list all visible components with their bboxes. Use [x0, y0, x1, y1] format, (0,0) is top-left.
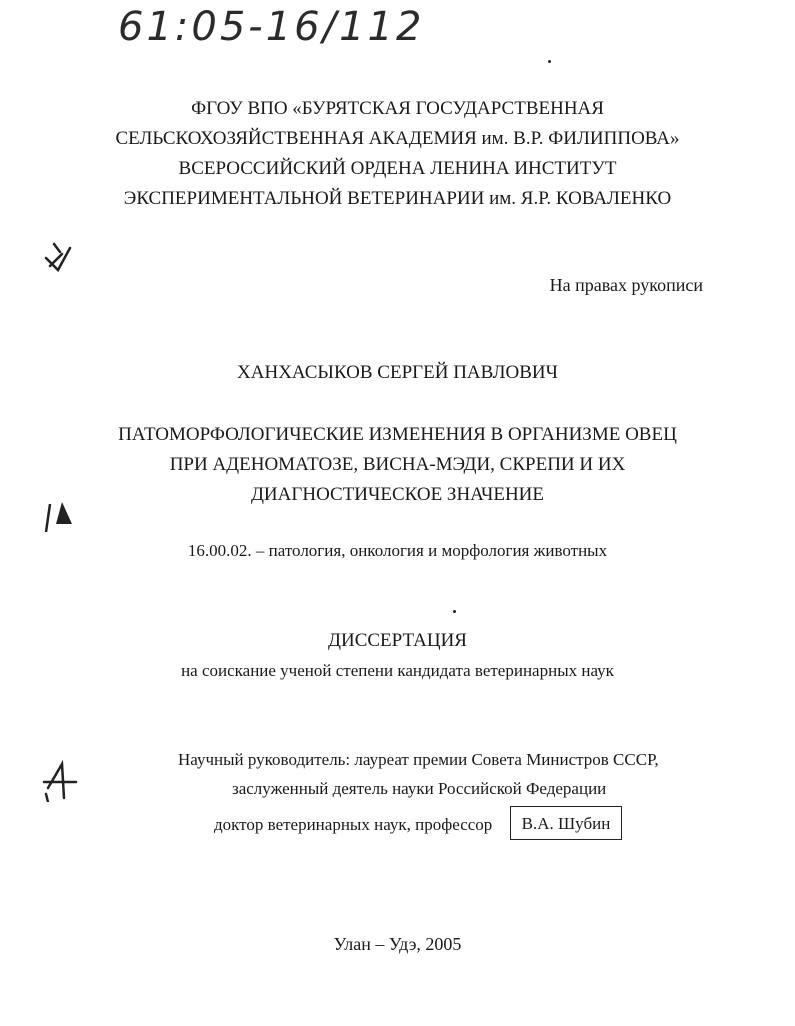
- supervisor-line-1: Научный руководитель: лауреат премии Совета Министров СССР,: [178, 750, 659, 769]
- title-line-1: ПАТОМОРФОЛОГИЧЕСКИЕ ИЗМЕНЕНИЯ В ОРГАНИЗМЕ ОВЕЦ: [118, 424, 677, 445]
- margin-mark-2-icon: [42, 498, 78, 538]
- margin-mark-3-icon: [40, 758, 80, 802]
- handwritten-archive-code: 61:05-16/112: [118, 4, 425, 50]
- author-name: ХАНХАСЫКОВ СЕРГЕЙ ПАВЛОВИЧ: [237, 362, 558, 383]
- scan-speck: [548, 60, 551, 63]
- city-year: Улан – Удэ, 2005: [333, 934, 462, 954]
- manuscript-note: На правах рукописи: [549, 275, 703, 295]
- institution-block: [0, 94, 795, 214]
- title-line-2: ПРИ АДЕНОМАТОЗЕ, ВИСНА-МЭДИ, СКРЕПИ И ИХ: [169, 454, 626, 475]
- dissertation-title: [0, 420, 795, 510]
- degree-line: на соискание ученой степени кандидата ветеринарных наук: [181, 661, 614, 680]
- margin-mark-1-icon: [40, 240, 76, 280]
- scan-speck: [453, 610, 456, 613]
- document-type: ДИССЕРТАЦИЯ: [328, 630, 467, 651]
- supervisor-line-3: доктор ветеринарных наук, профессор: [214, 815, 493, 834]
- institution-line-2: СЕЛЬСКОХОЗЯЙСТВЕННАЯ АКАДЕМИЯ им. В.Р. ФИЛИППОВА»: [115, 128, 680, 149]
- institution-line-4: ЭКСПЕРИМЕНТАЛЬНОЙ ВЕТЕРИНАРИИ им. Я.Р. КОВАЛЕНКО: [123, 188, 672, 209]
- institution-line-3: ВСЕРОССИЙСКИЙ ОРДЕНА ЛЕНИНА ИНСТИТУТ: [178, 158, 617, 179]
- specialty-code: 16.00.02. – патология, онкология и морфология животных: [187, 541, 608, 560]
- institution-line-1: ФГОУ ВПО «БУРЯТСКАЯ ГОСУДАРСТВЕННАЯ: [191, 98, 604, 119]
- supervisor-name-box: В.А. Шубин: [510, 806, 622, 840]
- title-line-3: ДИАГНОСТИЧЕСКОЕ ЗНАЧЕНИЕ: [250, 484, 545, 505]
- supervisor-line-2: заслуженный деятель науки Российской Федерации: [232, 779, 607, 798]
